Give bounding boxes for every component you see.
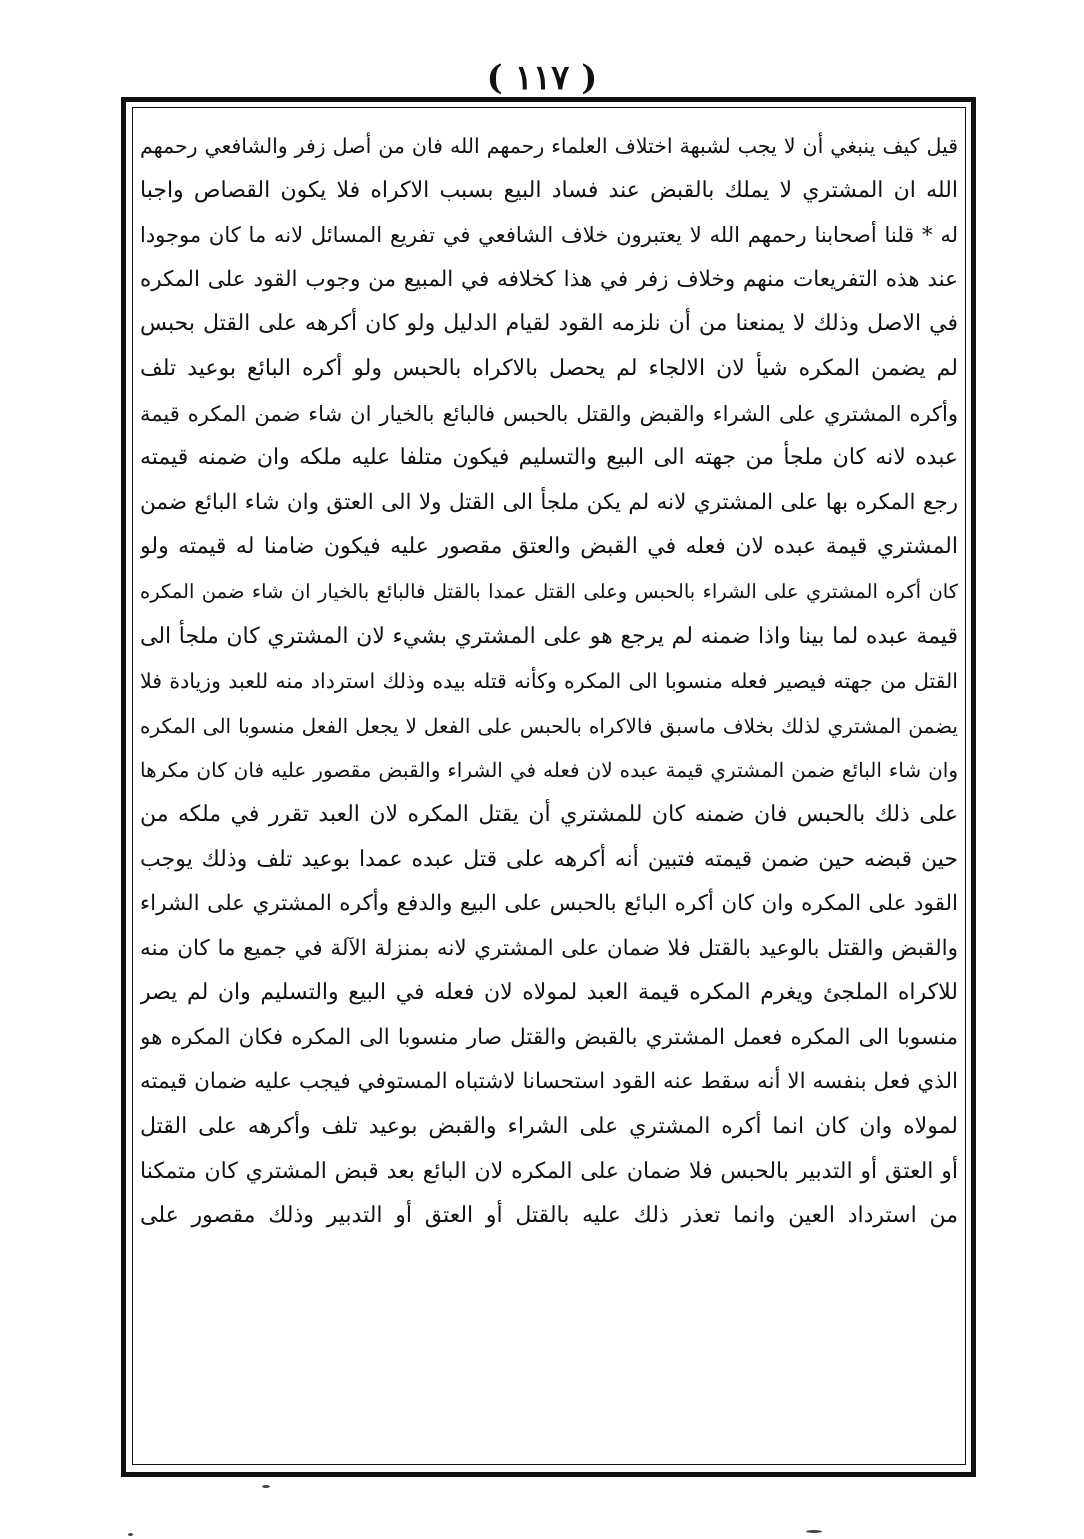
text-line: قيمة عبده لما بينا واذا ضمنه لم يرجع هو على المشتري بشيء لان المشتري كان ملجأ الى: [140, 623, 958, 649]
scan-speck: [806, 1530, 822, 1533]
text-line: والقبض والقتل بالوعيد بالقتل فلا ضمان على المشتري لانه بمنزلة الآلة في جميع ما كان منه: [140, 935, 958, 961]
text-line: الله ان المشتري لا يملك بالقبض عند فساد البيع بسبب الاكراه فلا يكون القصاص واجبا: [140, 177, 958, 203]
text-line: رجع المكره بها على المشتري لانه لم يكن ملجأ الى القتل ولا الى العتق وان شاء البائع ضمن: [140, 489, 958, 515]
text-line: على ذلك بالحبس فان ضمنه كان للمشتري أن يقتل المكره لان العبد تقرر في ملكه من: [140, 801, 958, 827]
text-line: قيل كيف ينبغي أن لا يجب لشبهة اختلاف العلماء رحمهم الله فان من أصل زفر والشافعي رحمهم: [140, 134, 958, 158]
text-line: الذي فعل بنفسه الا أنه سقط عنه القود استحسانا لاشتباه المستوفي فيجب عليه ضمان قيمته: [140, 1069, 958, 1095]
text-line: حين قبضه حين ضمن قيمته فتبين أنه أكرهه على قتل عبده عمدا بوعيد تلف وذلك يوجب: [140, 846, 958, 872]
text-line: عند هذه التفريعات منهم وخلاف زفر في هذا كخلافه في المبيع من وجوب القود على المكره: [140, 266, 958, 292]
text-line: القتل من جهته فيصير فعله منسوبا الى المكره وكأنه قتله بيده وذلك استرداد منه للعبد وزيادة فلا: [140, 669, 958, 694]
text-line: وان شاء البائع ضمن المشتري قيمة عبده لان فعله في الشراء والقبض مقصور عليه فان كان مكرها: [140, 758, 958, 783]
text-line: لم يضمن المكره شيأ لان الالجاء لم يحصل بالاكراه بالحبس ولو أكره البائع بوعيد تلف: [140, 355, 958, 381]
text-line: في الاصل وذلك لا يمنعنا من أن نلزمه القود لقيام الدليل ولو كان أكرهه على القتل بحبس: [140, 311, 958, 337]
page-number: ( ١١٧ ): [486, 58, 598, 98]
text-line: له * قلنا أصحابنا رحمهم الله لا يعتبرون خلاف الشافعي في تفريع المسائل لانه ما كان موجودا: [140, 223, 958, 248]
text-line: لمولاه وان كان انما أكره المشتري على الشراء والقبض بوعيد تلف وأكرهه على القتل: [140, 1114, 958, 1140]
text-line: القود على المكره وان كان أكره البائع بالحبس على البيع والدفع وأكره المشتري على الشراء: [140, 891, 958, 917]
text-line: أو العتق أو التدبير بالحبس فلا ضمان على المكره لان البائع بعد قبض المشتري كان متمكنا: [140, 1158, 958, 1184]
text-line: عبده لانه كان ملجأ من جهته الى البيع والتسليم فيكون متلفا عليه ملكه وان ضمنه قيمته: [140, 445, 958, 471]
text-line: كان أكره المشتري على الشراء بالحبس وعلى القتل عمدا بالقتل فالبائع بالخيار ان شاء ضمن المكره: [140, 579, 958, 603]
text-line: يضمن المشتري لذلك بخلاف ماسبق فالاكراه بالحبس على الفعل لا يجعل الفعل منسوبا الى المكره: [140, 713, 958, 738]
text-line: المشتري قيمة عبده لان فعله في القبض والعتق مقصور عليه فيكون ضامنا له قيمته ولو: [140, 534, 958, 560]
scan-speck: [128, 1533, 133, 1536]
scan-speck: [262, 1485, 270, 1488]
text-body: [140, 124, 958, 1464]
text-line: من استرداد العين وانما تعذر ذلك عليه بالقتل أو العتق أو التدبير وذلك مقصور على: [140, 1203, 958, 1229]
text-line: منسوبا الى المكره فعمل المشتري بالقبض والقتل صار منسوبا الى المكره فكان المكره هو: [140, 1024, 958, 1050]
text-line: للاكراه الملجئ ويغرم المكره قيمة العبد لمولاه لان فعله في البيع والتسليم وان لم يصر: [140, 980, 958, 1006]
text-line: وأكره المشتري على الشراء والقبض والقتل بالحبس فالبائع بالخيار ان شاء ضمن المكره قيمة: [140, 401, 958, 426]
